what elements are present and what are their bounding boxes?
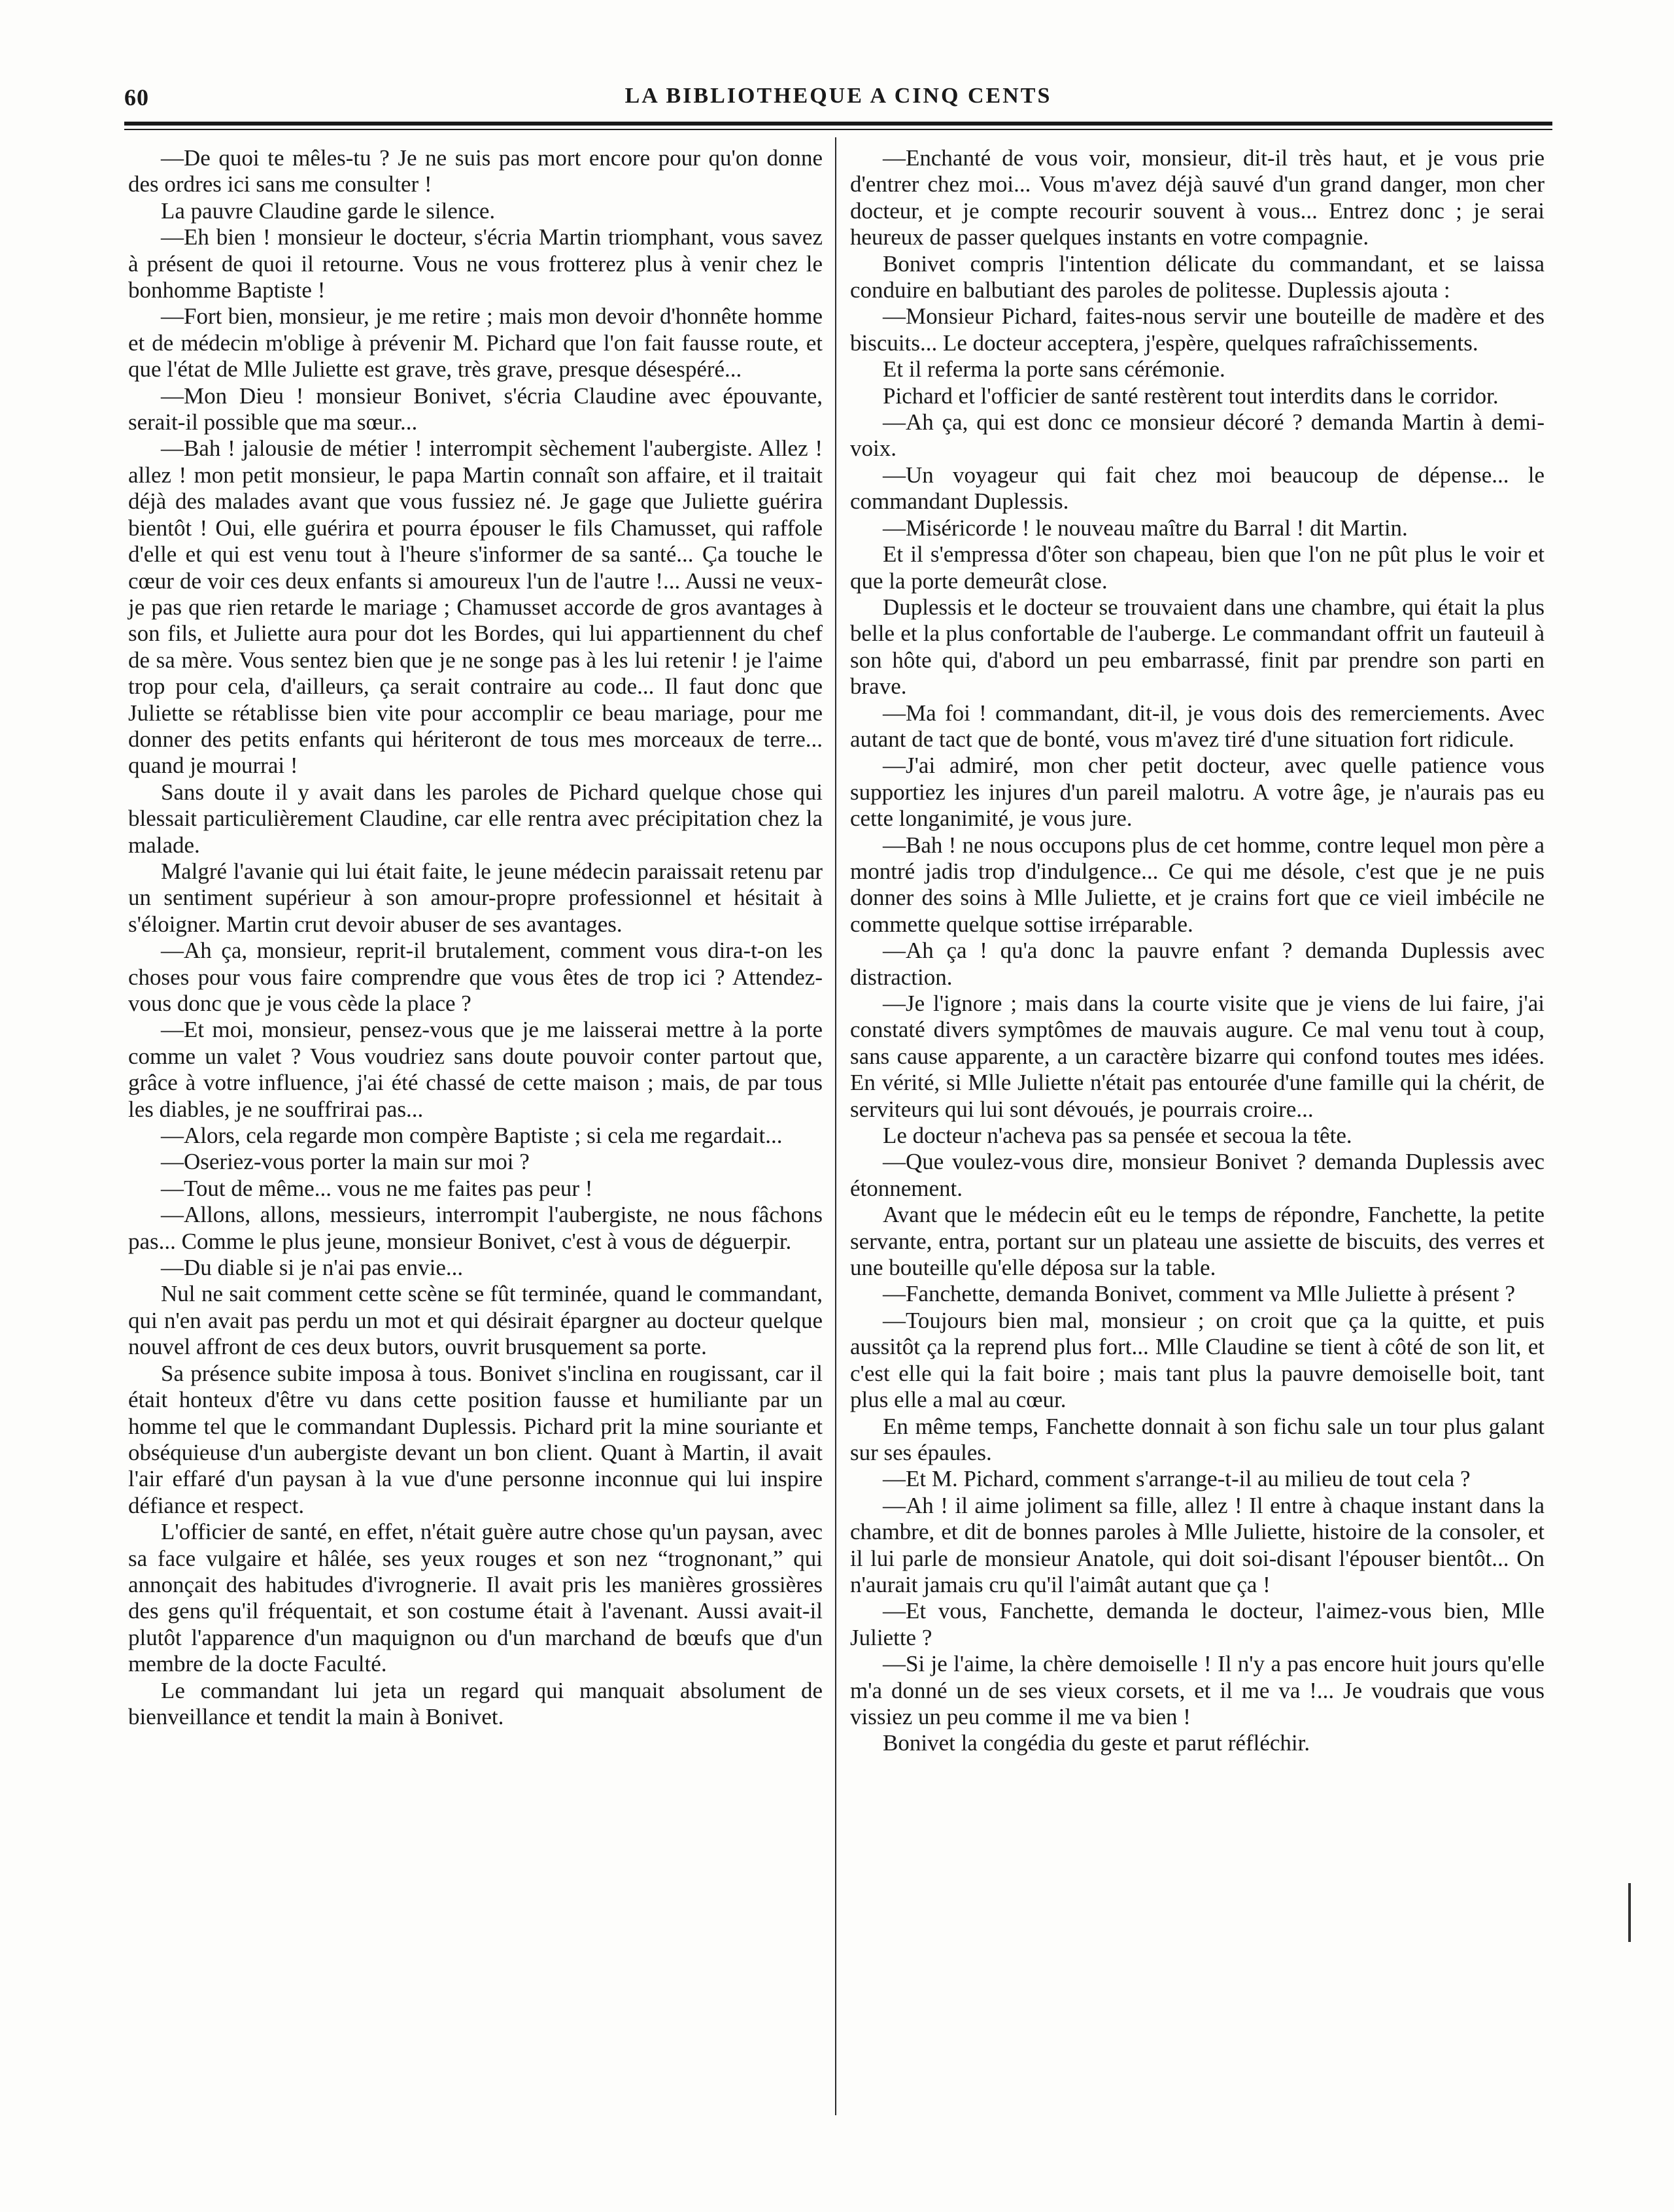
header-rule-thin	[124, 129, 1552, 130]
paragraph: Malgré l'avanie qui lui était faite, le jeune médecin paraissait retenu par un sentiment supérieur à son amour-propre professionnel et hésitait à s'éloigner. Martin crut devoir abuser de ses avantages.	[128, 858, 823, 937]
paragraph: —Toujours bien mal, monsieur ; on croit que ça la quitte, et puis aussitôt ça la reprend plus fort... Mlle Claudine se tient à côté de son lit, et c'est elle qui la fait boire ; mais tant plus la pauvre demoiselle boit, tant plus elle a mal au cœur.	[850, 1307, 1545, 1413]
paragraph: Et il s'empressa d'ôter son chapeau, bien que l'on ne pût plus le voir et que la porte demeurât close.	[850, 541, 1545, 594]
paragraph: —Du diable si je n'ai pas envie...	[161, 1255, 464, 1281]
paragraph: —Bah ! jalousie de métier ! interrompit sèchement l'aubergiste. Allez ! allez ! mon petit monsieur, le papa Martin connaît son affaire, et il traitait déjà des malades avant que vous fussiez né. Je gage que Juliette guérira bientôt ! Oui, elle guérira et pourra épouser le fils Chamusset, qui raffole d'elle et qui est venu tout à l'heure s'informer de sa santé... Ça touche le cœur de voir ces deux enfants si amoureux l'un de l'autre !... Aussi ne veux-je pas que rien retarde le mariage ; Chamusset accorde de gros avantages à son fils, et Juliette aura pour dot les Bordes, qui lui appartiennent du chef de sa mère. Vous sentez bien que je ne songe pas à les lui retenir ! je l'aime trop pour cela, d'ailleurs, ça serait contraire au code... Il faut donc que Juliette se rétablisse bien vite pour accomplir ce beau mariage, pour me donner des petits enfants qui hériteront de tous mes morceaux de terre... quand je mourrai !	[128, 435, 823, 779]
paragraph: —Bah ! ne nous occupons plus de cet homme, contre lequel mon père a montré jadis trop d'indulgence... Ce qui me désole, c'est que je ne puis donner des soins à Mlle Juliette, et je crains fort que ce vieil imbécile ne commette quelque sottise irréparable.	[850, 832, 1545, 937]
column-divider	[835, 137, 836, 2115]
left-column	[128, 145, 823, 1730]
paragraph: —Enchanté de vous voir, monsieur, dit-il très haut, et je vous prie d'entrer chez moi... Vous m'avez déjà sauvé d'un grand danger, mon cher docteur, et je compte recourir souvent à vous... Entrez donc ; je serai heureux de passer quelques instants en votre compagnie.	[850, 145, 1545, 250]
paragraph: —Allons, allons, messieurs, interrompit l'aubergiste, ne nous fâchons pas... Comme le plus jeune, monsieur Bonivet, c'est à vous de déguerpir.	[128, 1202, 823, 1254]
paragraph: —Mon Dieu ! monsieur Bonivet, s'écria Claudine avec épouvante, serait-il possible que ma sœur...	[128, 383, 823, 435]
page-number: 60	[124, 84, 149, 111]
paragraph: —Et vous, Fanchette, demanda le docteur, l'aimez-vous bien, Mlle Juliette ?	[850, 1598, 1545, 1650]
paragraph: —Fanchette, demanda Bonivet, comment va Mlle Juliette à présent ?	[883, 1281, 1516, 1307]
paragraph: —Ah ça, monsieur, reprit-il brutalement, comment vous dira-t-on les choses pour vous faire comprendre que vous êtes de trop ici ? Attendez-vous donc que je vous cède la place ?	[128, 938, 823, 1016]
paragraph: —Je l'ignore ; mais dans la courte visite que je viens de lui faire, j'ai constaté divers symptômes de mauvais augure. Ce mal venu tout à coup, sans cause apparente, a un caractère bizarre qui confond toutes mes idées. En vérité, si Mlle Juliette n'était pas entourée d'une famille qui la chérit, de serviteurs qui lui sont dévoués, je pourrais croire...	[850, 991, 1545, 1122]
paragraph: L'officier de santé, en effet, n'était guère autre chose qu'un paysan, avec sa face vulgaire et hâlée, ses yeux rouges et son nez “trognonant,” qui annonçait des habitudes d'ivrognerie. Il avait pris les manières grossières des gens qu'il fréquentait, et son costume était à l'avenant. Aussi avait-il plutôt l'apparence d'un maquignon ou d'un marchand de bœufs que d'un membre de la docte Faculté.	[128, 1519, 823, 1677]
paragraph: Et il referma la porte sans cérémonie.	[883, 356, 1225, 383]
paragraph: Bonivet la congédia du geste et parut réfléchir.	[883, 1730, 1310, 1756]
paragraph: —Alors, cela regarde mon compère Baptiste ; si cela me regardait...	[161, 1123, 783, 1149]
paragraph: —Oseriez-vous porter la main sur moi ?	[161, 1149, 530, 1175]
paragraph: —Et M. Pichard, comment s'arrange-t-il au milieu de tout cela ?	[883, 1466, 1471, 1492]
paragraph: —Et moi, monsieur, pensez-vous que je me laisserai mettre à la porte comme un valet ? Vous voudriez sans doute pouvoir conter partout que, grâce à votre influence, j'ai été chassé de cette maison ; mais, de par tous les diables, je ne souffrirai pas...	[128, 1017, 823, 1122]
paragraph: Sans doute il y avait dans les paroles de Pichard quelque chose qui blessait particulièrement Claudine, car elle rentra avec précipitation chez la malade.	[128, 779, 823, 858]
paragraph: Sa présence subite imposa à tous. Bonivet s'inclina en rougissant, car il était honteux d'être vu dans cette position fausse et humiliante par un homme tel que le commandant Duplessis. Pichard prit la mine souriante et obséquieuse d'un aubergiste devant un bon client. Quant à Martin, il avait l'air effaré d'un paysan à la vue d'une personne inconnue qui lui inspire défiance et respect.	[128, 1360, 823, 1518]
paragraph: Le commandant lui jeta un regard qui manquait absolument de bienveillance et tendit la main à Bonivet.	[128, 1677, 823, 1729]
paragraph: —Si je l'aime, la chère demoiselle ! Il n'y a pas encore huit jours qu'elle m'a donné un de ses vieux corsets, et il me va !... Je voudrais que vous vissiez un peu comme il me va bien !	[850, 1651, 1545, 1729]
paragraph: —Miséricorde ! le nouveau maître du Barral ! dit Martin.	[883, 515, 1408, 541]
right-column	[850, 145, 1545, 1757]
paragraph: —J'ai admiré, mon cher petit docteur, avec quelle patience vous supportiez les injures d'un pareil malotru. A votre âge, je n'aurais pas eu cette longanimité, je vous jure.	[850, 753, 1545, 832]
paragraph: Pichard et l'officier de santé restèrent tout interdits dans le corridor.	[883, 383, 1499, 409]
page-header	[124, 84, 1552, 114]
paragraph: La pauvre Claudine garde le silence.	[161, 197, 496, 224]
paragraph: —De quoi te mêles-tu ? Je ne suis pas mort encore pour qu'on donne des ordres ici sans me consulter !	[128, 145, 823, 197]
paragraph: Bonivet compris l'intention délicate du commandant, et se laissa conduire en balbutiant des paroles de politesse. Duplessis ajouta :	[850, 250, 1545, 303]
paragraph: Le docteur n'acheva pas sa pensée et secoua la tête.	[883, 1123, 1352, 1149]
header-rule-thick	[124, 122, 1552, 126]
paragraph: —Fort bien, monsieur, je me retire ; mais mon devoir d'honnête homme et de médecin m'oblige à prévenir M. Pichard que l'on fait fausse route, et que l'état de Mlle Juliette est grave, très grave, presque désespéré...	[128, 303, 823, 383]
paragraph: —Ah ! il aime joliment sa fille, allez ! Il entre à chaque instant dans la chambre, et dit de bonnes paroles à Mlle Juliette, histoire de la consoler, et il lui parle de monsieur Anatole, qui doit soi-disant l'épouser bientôt... On n'aurait jamais cru qu'il l'aimât autant que ça !	[850, 1492, 1545, 1597]
margin-mark	[1628, 1883, 1631, 1942]
paragraph: —Tout de même... vous ne me faites pas peur !	[161, 1175, 593, 1201]
paragraph: —Que voulez-vous dire, monsieur Bonivet ? demanda Duplessis avec étonnement.	[850, 1149, 1545, 1201]
paragraph: Avant que le médecin eût eu le temps de répondre, Fanchette, la petite servante, entra, portant sur un plateau une assiette de biscuits, des verres et une bouteille qu'elle déposa sur la table.	[850, 1202, 1545, 1281]
paragraph: —Monsieur Pichard, faites-nous servir une bouteille de madère et des biscuits... Le docteur acceptera, j'espère, quelques rafraîchissements.	[850, 303, 1545, 356]
paragraph: En même temps, Fanchette donnait à son fichu sale un tour plus galant sur ses épaules.	[850, 1413, 1545, 1465]
paragraph: —Ah ça, qui est donc ce monsieur décoré ? demanda Martin à demi-voix.	[850, 409, 1545, 462]
paragraph: —Un voyageur qui fait chez moi beaucoup de dépense... le commandant Duplessis.	[850, 462, 1545, 515]
paragraph: —Ma foi ! commandant, dit-il, je vous dois des remerciements. Avec autant de tact que de bonté, vous m'avez tiré d'une situation fort ridicule.	[850, 700, 1545, 752]
paragraph: Duplessis et le docteur se trouvaient dans une chambre, qui était la plus belle et la plus confortable de l'auberge. Le commandant offrit un fauteuil à son hôte qui, d'abord un peu embarrassé, finit par prendre son parti en brave.	[850, 594, 1545, 700]
paragraph: —Ah ça ! qu'a donc la pauvre enfant ? demanda Duplessis avec distraction.	[850, 938, 1545, 990]
paragraph: —Eh bien ! monsieur le docteur, s'écria Martin triomphant, vous savez à présent de quoi il retourne. Vous ne vous frotterez plus à venir chez le bonhomme Baptiste !	[128, 224, 823, 303]
paragraph: Nul ne sait comment cette scène se fût terminée, quand le commandant, qui n'en avait pas perdu un mot et qui désirait épargner au docteur quelque nouvel affront de ces deux butors, ouvrit brusquement sa porte.	[128, 1281, 823, 1360]
running-title: LA BIBLIOTHEQUE A CINQ CENTS	[624, 84, 1052, 108]
